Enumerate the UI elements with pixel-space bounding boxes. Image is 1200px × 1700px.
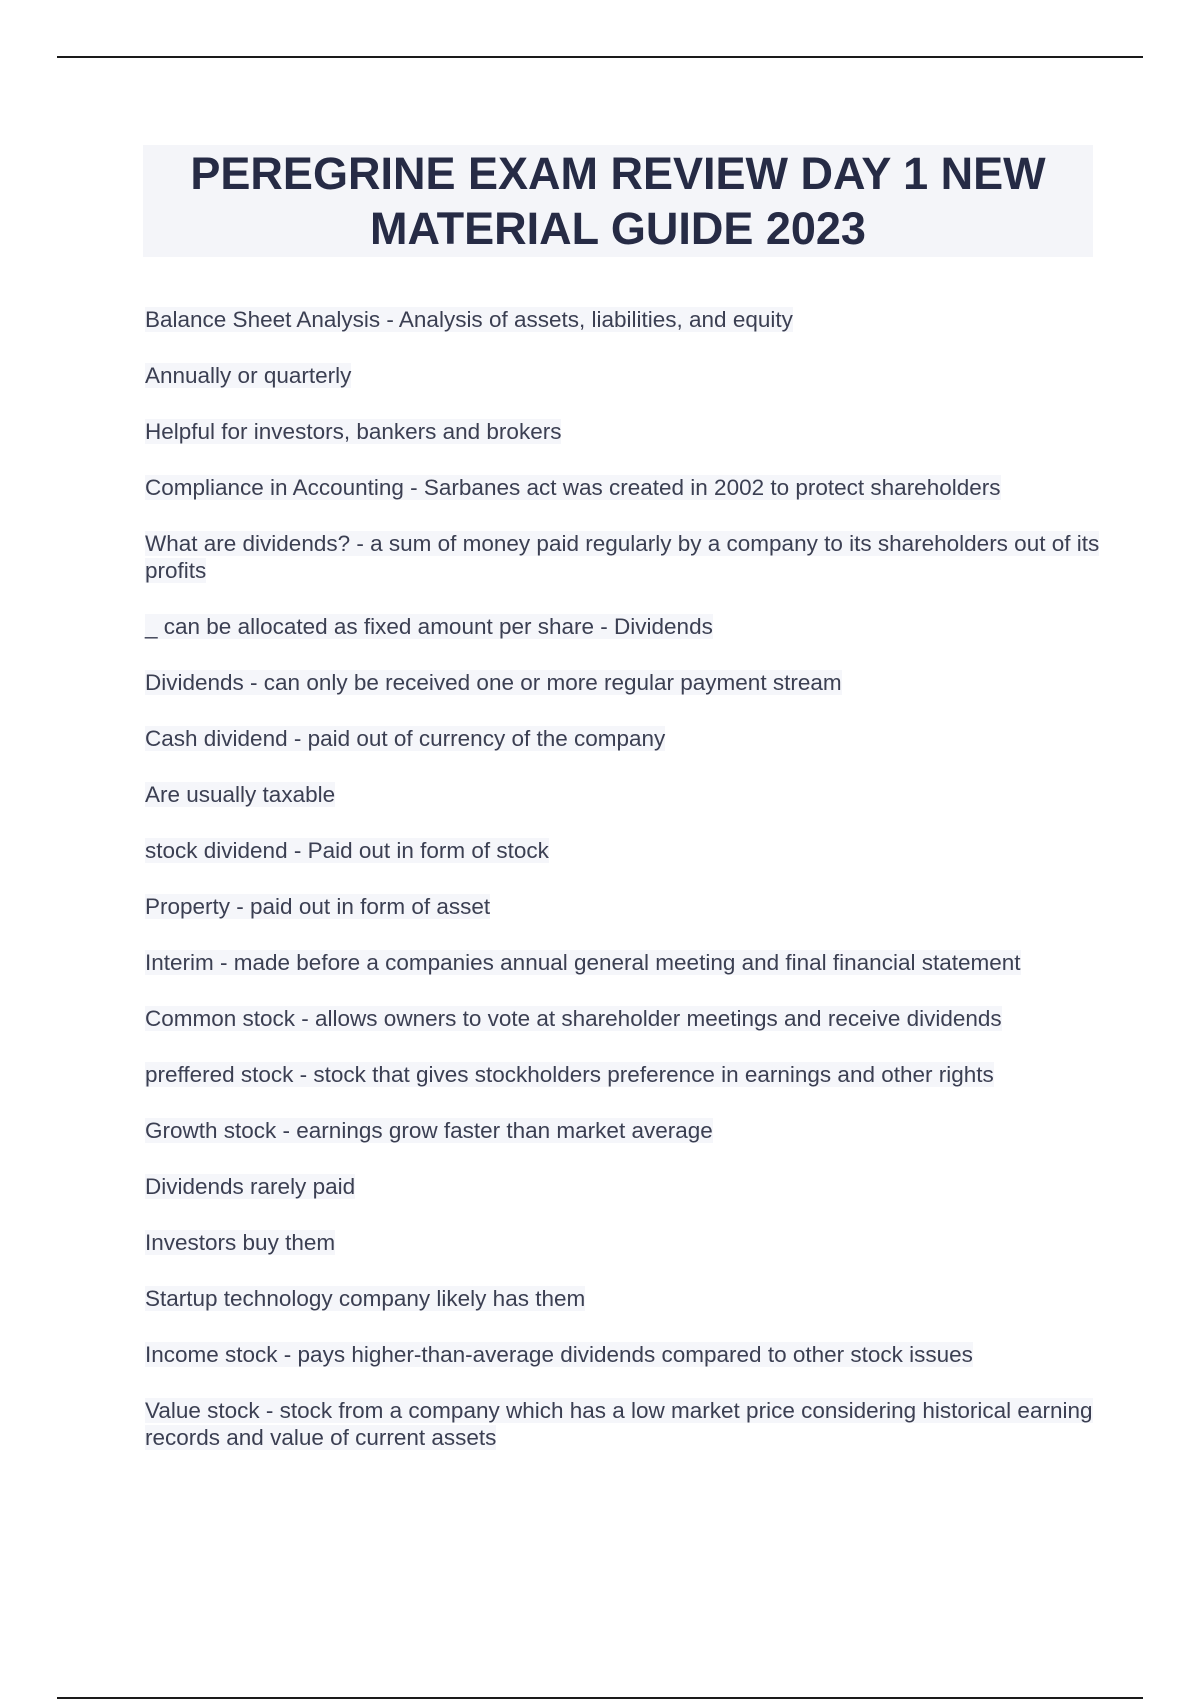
- document-title: [190, 146, 1045, 256]
- entry-common-stock: Common stock - allows owners to vote at shareholder meetings and receive dividends: [145, 1006, 1002, 1031]
- entry-helpful: Helpful for investors, bankers and brokers: [145, 419, 562, 444]
- entry-value-stock: Value stock - stock from a company which has a low market price considering historical earning records and value of current assets: [145, 1398, 1093, 1450]
- entry-interim: Interim - made before a companies annual general meeting and final financial statement: [145, 950, 1021, 975]
- header-rule: [57, 56, 1143, 58]
- entry-startup: Startup technology company likely has them: [145, 1286, 586, 1311]
- entry-cash-dividend: Cash dividend - paid out of currency of the company: [145, 726, 666, 751]
- title-banner: [143, 145, 1093, 257]
- entry-dividends-payment: Dividends - can only be received one or more regular payment stream: [145, 670, 842, 695]
- entry-taxable: Are usually taxable: [145, 782, 336, 807]
- entry-income-stock: Income stock - pays higher-than-average dividends compared to other stock issues: [145, 1342, 973, 1367]
- entry-growth-stock: Growth stock - earnings grow faster than market average: [145, 1118, 713, 1143]
- entry-preferred-stock: preffered stock - stock that gives stockholders preference in earnings and other rights: [145, 1062, 994, 1087]
- entry-fixed-amount: _ can be allocated as fixed amount per share - Dividends: [145, 614, 713, 639]
- entry-rarely-paid: Dividends rarely paid: [145, 1174, 356, 1199]
- title-line-1: PEREGRINE EXAM REVIEW DAY 1 NEW: [190, 148, 1046, 199]
- entry-annually: Annually or quarterly: [145, 363, 352, 388]
- footer-rule: [57, 1697, 1143, 1699]
- entry-balance-sheet: Balance Sheet Analysis - Analysis of assets, liabilities, and equity: [145, 307, 793, 332]
- entry-property: Property - paid out in form of asset: [145, 894, 491, 919]
- review-entries: [145, 306, 1105, 1480]
- entry-stock-dividend: stock dividend - Paid out in form of stock: [145, 838, 549, 863]
- entry-dividends-definition: What are dividends? - a sum of money paid regularly by a company to its shareholders out of its profits: [145, 531, 1100, 583]
- entry-investors-buy: Investors buy them: [145, 1230, 336, 1255]
- entry-compliance: Compliance in Accounting - Sarbanes act was created in 2002 to protect shareholders: [145, 475, 1001, 500]
- title-line-2: MATERIAL GUIDE 2023: [370, 203, 866, 254]
